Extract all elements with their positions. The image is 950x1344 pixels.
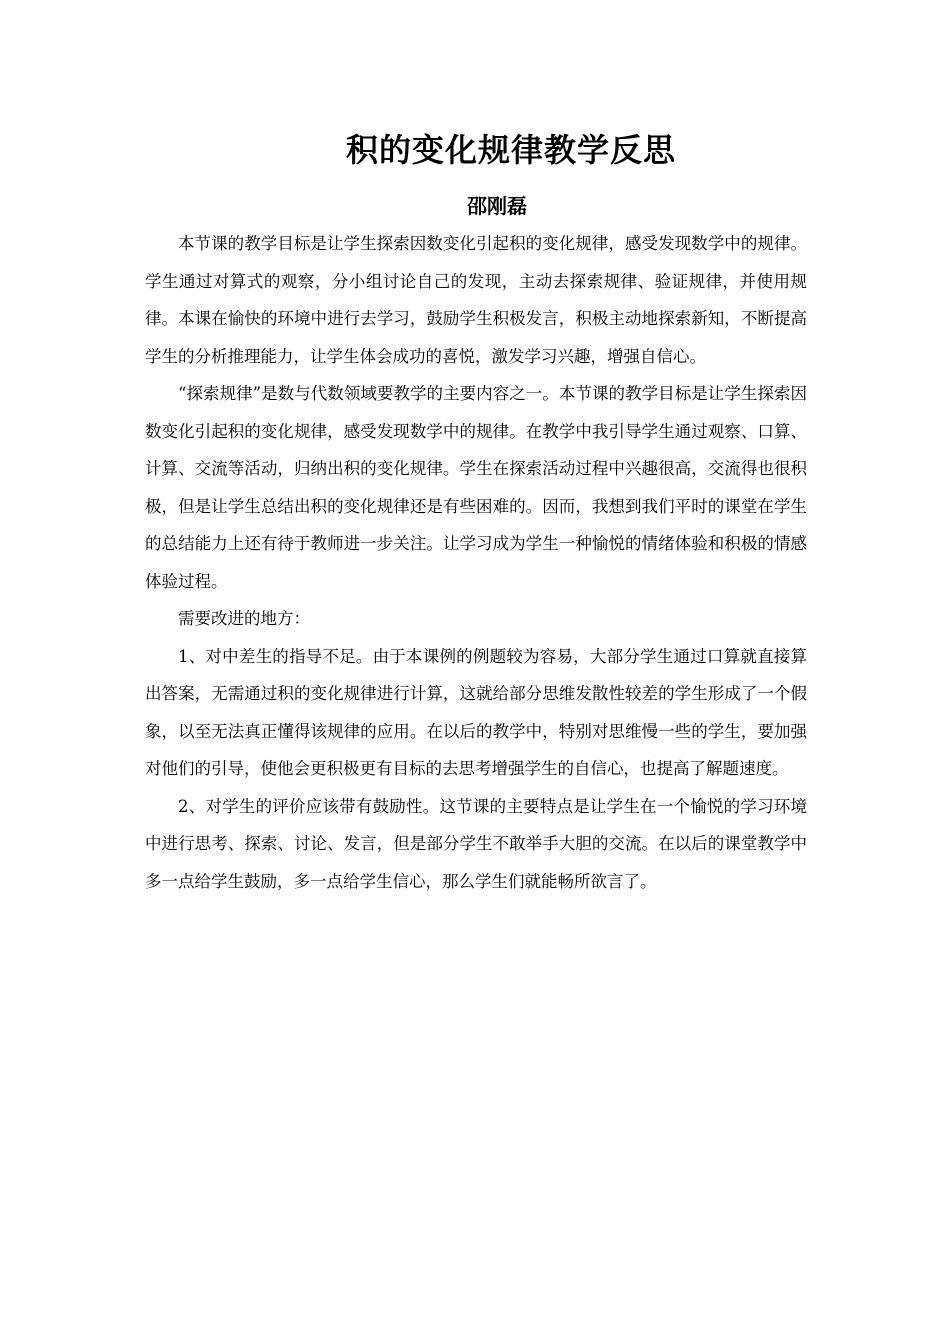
- paragraph-improvement-1: 1、对中差生的指导不足。由于本课例的例题较为容易，大部分学生通过口算就直接算出答案，无需通过积的变化规律进行计算，这就给部分思维发散性较差的学生形成了一个假象，以至无法真正懂得该规律的应用。在以后的教学中，特别对思维慢一些的学生，要加强对他们的引导，使他会更积极更有目标的去思考增强学生的自信心，也提高了解题速度。: [145, 646, 807, 778]
- document-author: 邵刚磊: [467, 194, 527, 218]
- paragraph-improvements-heading: 需要改进的地方：: [178, 609, 310, 628]
- paragraph-intro: 本节课的教学目标是让学生探索因数变化引起积的变化规律，感受发现数学中的规律。学生通过对算式的观察，分小组讨论自己的发现，主动去探索规律、验证规律，并使用规律。本课在愉快的环境中进行去学习，鼓励学生积极发言，积极主动地探索新知，不断提高学生的分析推理能力，让学生体会成功的喜悦，激发学习兴趣，增强自信心。: [145, 234, 807, 366]
- paragraph-improvement-2: 2、对学生的评价应该带有鼓励性。这节课的主要特点是让学生在一个愉悦的学习环境中进行思考、探索、讨论、发言，但是部分学生不敢举手大胆的交流。在以后的课堂教学中多一点给学生鼓励，多一点给学生信心，那么学生们就能畅所欲言了。: [145, 796, 807, 891]
- paragraph-exploration: “探索规律”是数与代数领域要教学的主要内容之一。本节课的教学目标是让学生探索因数变化引起积的变化规律，感受发现数学中的规律。在教学中我引导学生通过观察、口算、计算、交流等活动，归纳出积的变化规律。学生在探索活动过程中兴趣很高，交流得也很积极，但是让学生总结出积的变化规律还是有些困难的。因而，我想到我们平时的课堂在学生的总结能力上还有待于教师进一步关注。让学习成为学生一种愉悦的情绪体验和积极的情感体验过程。: [145, 384, 807, 591]
- document-body: [145, 225, 807, 900]
- document-title: 积的变化规律教学反思: [345, 131, 676, 169]
